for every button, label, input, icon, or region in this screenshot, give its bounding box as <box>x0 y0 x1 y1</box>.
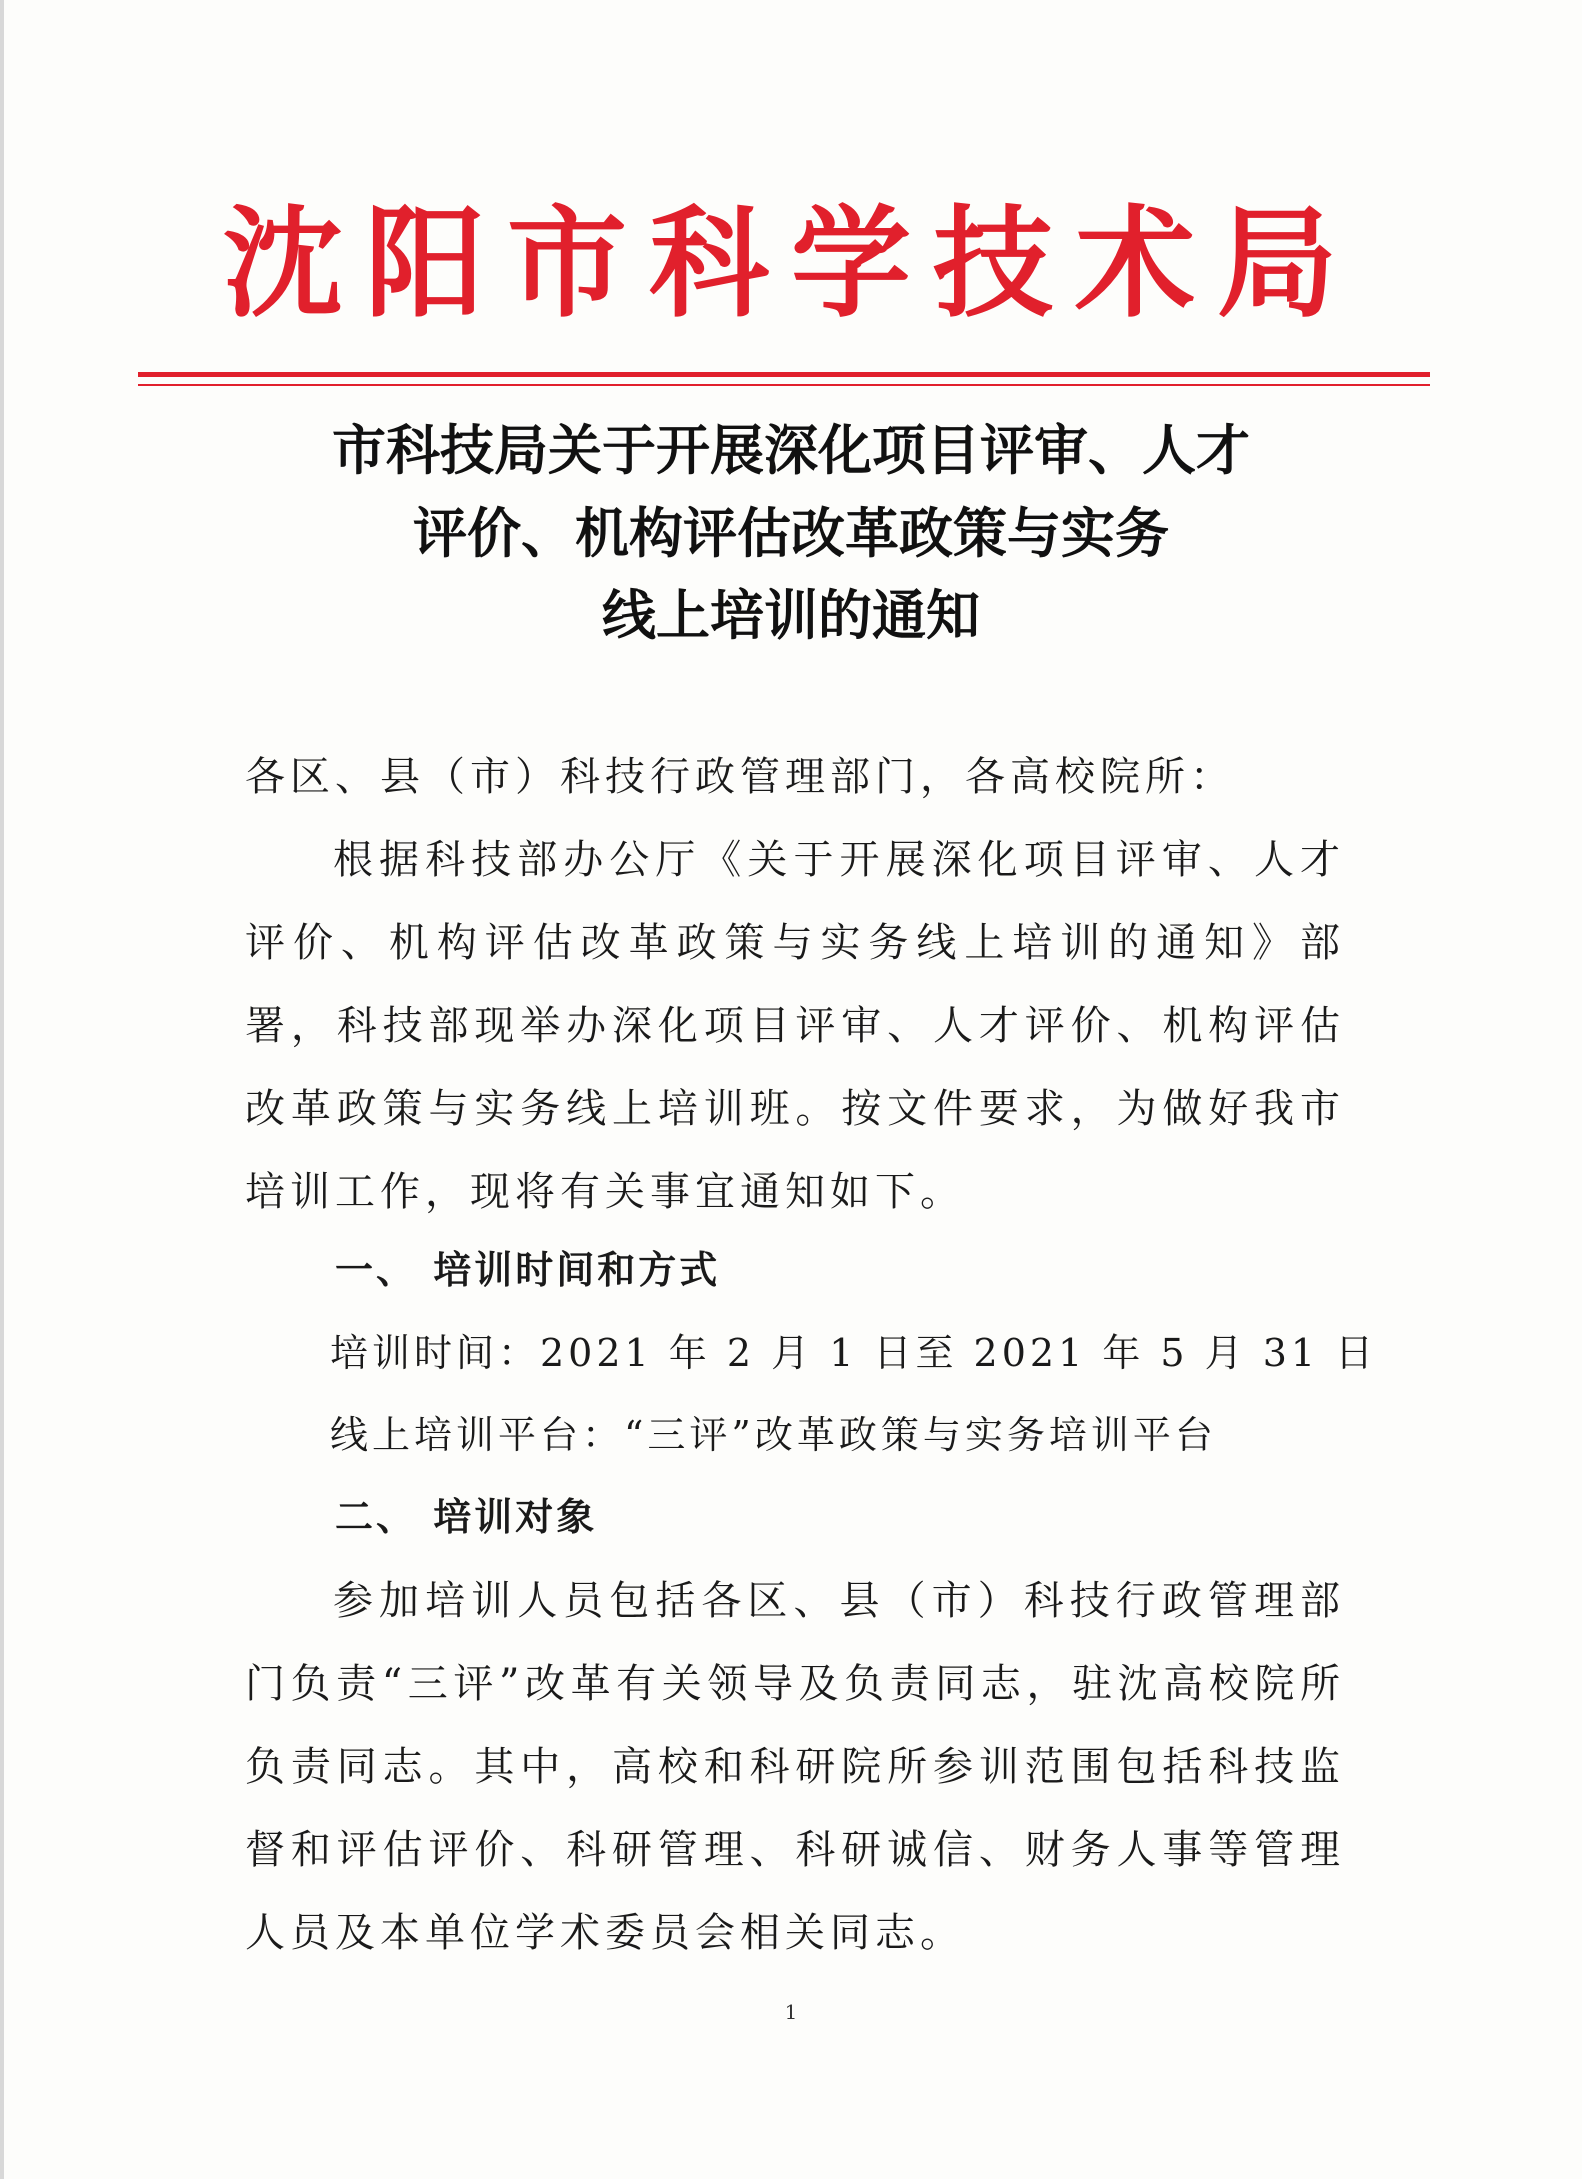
letterhead-agency-name: 沈阳市科学技术局 <box>223 195 1359 334</box>
section-heading-training-time: 一、 培训时间和方式 <box>335 1248 721 1292</box>
letterhead-rule-thin <box>138 384 1430 386</box>
page-number: 1 <box>784 2000 798 2024</box>
salutation: 各区、县（市）科技行政管理部门，各高校院所： <box>245 754 1235 800</box>
letterhead-rule-thick <box>138 372 1430 377</box>
target-paragraph: 参加培训人员包括各区、县（市）科技行政管理部门负责“三评”改革有关领导及负责同志，驻沈高校院所负责同志。其中，高校和科研院所参训范围包括科技监督和评估评价、科研管理、科研诚信、财务人事等管理人员及本单位学术委员会相关同志。 <box>245 1578 1345 1956</box>
document-title-line-1: 市科技局关于开展深化项目评审、人才 <box>332 418 1250 482</box>
document-title-line-2: 评价、机构评估改革政策与实务 <box>413 501 1169 565</box>
training-time: 培训时间：2021 年 2 月 1 日至 2021 年 5 月 31 日 <box>330 1331 1378 1375</box>
section-heading-training-target: 二、 培训对象 <box>335 1495 598 1539</box>
intro-paragraph: 根据科技部办公厅《关于开展深化项目评审、人才评价、机构评估改革政策与实务线上培训的通知》部署，科技部现举办深化项目评审、人才评价、机构评估改革政策与实务线上培训班。按文件要求，为做好我市培训工作，现将有关事宜通知如下。 <box>245 837 1345 1215</box>
training-platform: 线上培训平台：“三评”改革政策与实务培训平台 <box>330 1413 1217 1457</box>
document-title-line-3: 线上培训的通知 <box>602 583 980 647</box>
